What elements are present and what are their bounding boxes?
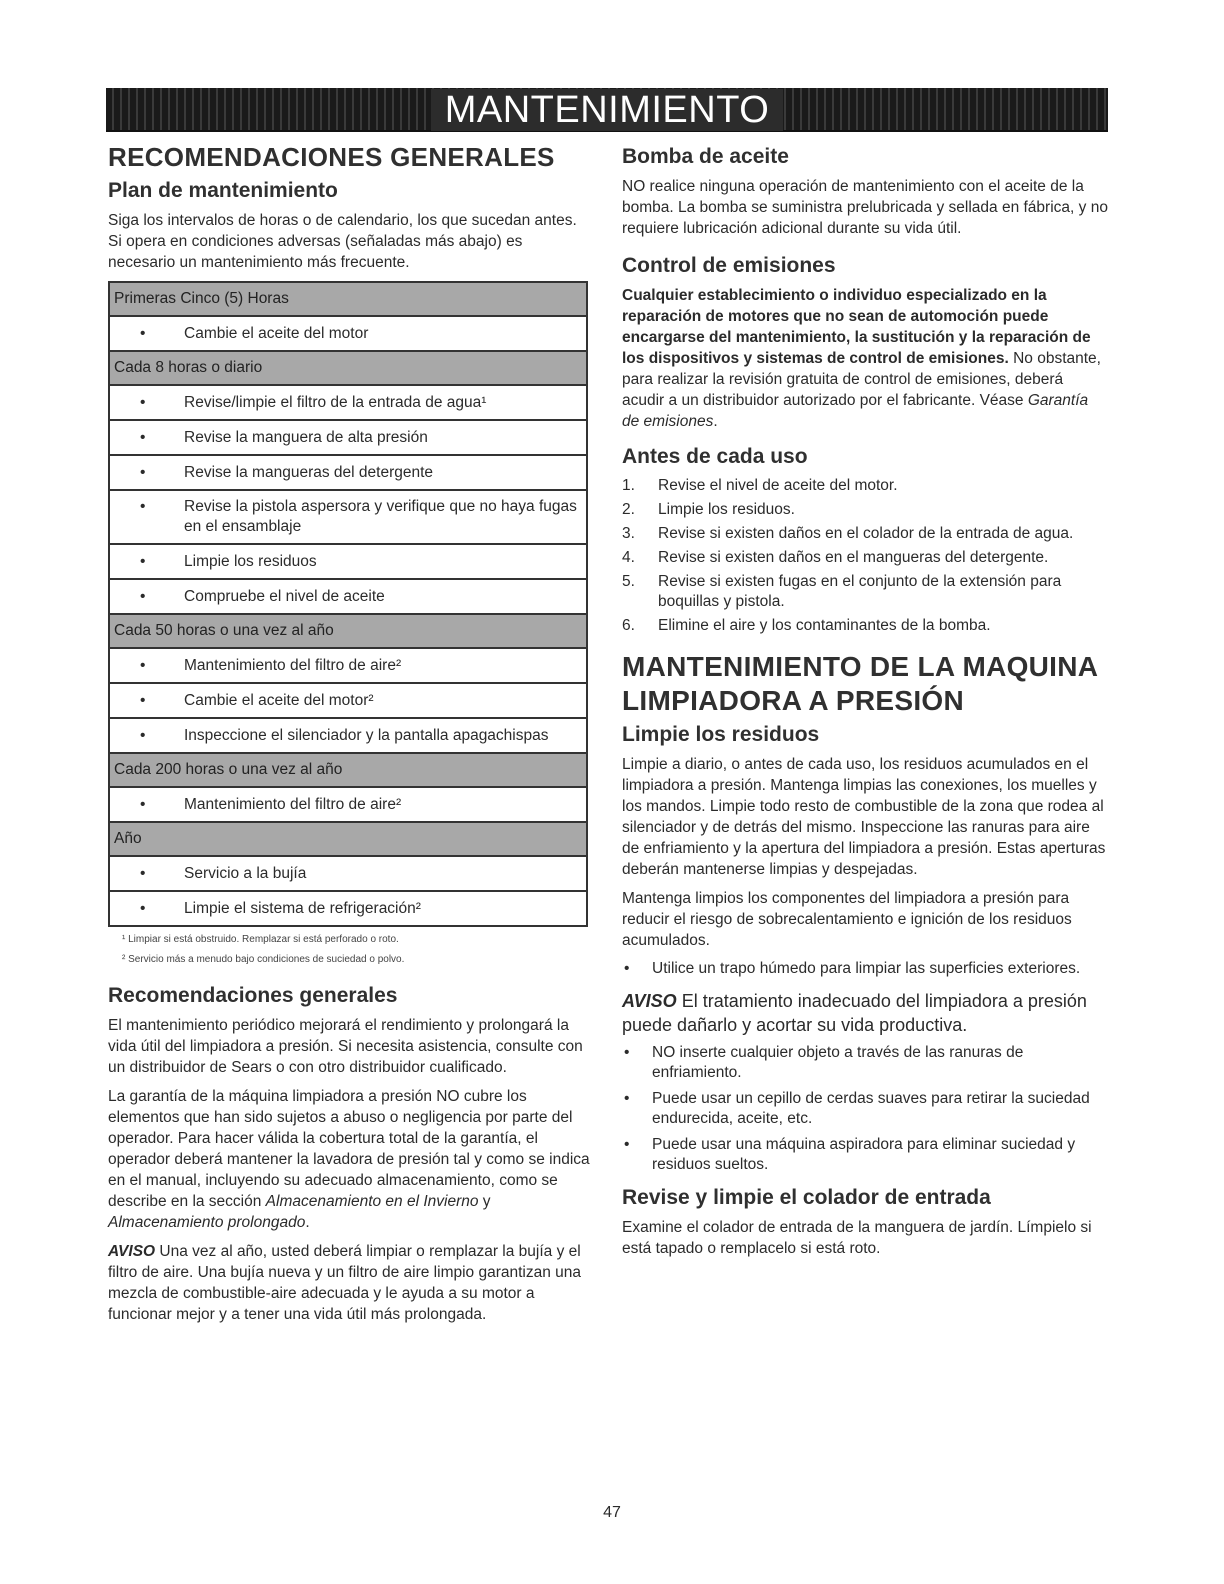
plan-text: Siga los intervalos de horas o de calendario, los que sucedan antes. Si opera en condiciones adversas (señaladas más abajo) es necesario un mantenimiento más frecuente. <box>108 212 577 271</box>
notice-label: AVISO <box>622 991 677 1011</box>
recs-notice: AVISO Una vez al año, usted deberá limpiar o remplazar la bujía y el filtro de aire. Una bujía nueva y un filtro de aire limpio garantizan una mezcla de combustible-aire adecuada y le ayuda a su motor a funcionar mejor y a tener una vida útil más prolongada. <box>108 1243 582 1323</box>
before-use-steps <box>622 476 1108 636</box>
table-row: • Revise la manguera de alta presión <box>109 420 587 455</box>
table-row: • Revise/limpie el filtro de la entrada de agua¹ <box>109 385 587 420</box>
machine-maintenance-heading: MANTENIMIENTO DE LA MAQUINA LIMPIADORA A PRESIÓN <box>622 651 1098 716</box>
right-column <box>622 140 1108 1267</box>
before-use-title: Antes de cada uso <box>622 445 808 468</box>
emissions-text: Cualquier establecimiento o individuo especializado en la reparación de motores que no sean de automoción puede encargarse del mantenimiento, la sustitución y la reparación de los dispositivos y sistemas de control de emisiones. No obstante, para realizar la revisión gratuita de control de emisiones, deberá acudir a un distribuidor autorizado por el fabricante. Véase Garantía de emisiones. <box>622 287 1101 430</box>
table-row: • Servicio a la bujía <box>109 856 587 891</box>
general-recommendations-heading: RECOMENDACIONES GENERALES <box>108 142 555 172</box>
clean-bullets-2 <box>622 1043 1108 1175</box>
list-item: 2. Limpie los residuos. <box>622 501 795 518</box>
emissions-title: Control de emisiones <box>622 254 836 277</box>
list-item: 5. Revise si existen fugas en el conjunto de la extensión para boquillas y pistola. <box>622 573 1062 610</box>
schedule-section-header: Primeras Cinco (5) Horas <box>109 282 587 316</box>
table-row: • Cambie el aceite del motor² <box>109 683 587 718</box>
table-row: • Revise la mangueras del detergente <box>109 455 587 490</box>
emissions-warranty-ref: Garantía de emisiones <box>622 392 1089 430</box>
footnote-2: ² Servicio más a menudo bajo condiciones de suciedad o polvo. <box>122 954 405 965</box>
table-row: • Mantenimiento del filtro de aire² <box>109 648 587 683</box>
pump-title: Bomba de aceite <box>622 145 789 168</box>
list-item: • Puede usar una máquina aspiradora para eliminar suciedad y residuos sueltos. <box>624 1136 1076 1173</box>
clean-paragraph-2: Mantenga limpios los componentes del limpiadora a presión para reducir el riesgo de sobrecalentamiento e ignición de los residuos acumulados. <box>622 890 1072 949</box>
table-row: • Inspeccione el silenciador y la pantalla apagachispas <box>109 718 587 753</box>
list-item: 1. Revise el nivel de aceite del motor. <box>622 477 898 494</box>
list-item: 4. Revise si existen daños en el mangueras del detergente. <box>622 549 1049 566</box>
table-row: • Limpie el sistema de refrigeración² <box>109 891 587 926</box>
notice-label: AVISO <box>108 1243 156 1260</box>
list-item: • NO inserte cualquier objeto a través de las ranuras de enfriamiento. <box>624 1044 1024 1081</box>
schedule-section-header: Año <box>109 822 587 856</box>
recs-title: Recomendaciones generales <box>108 984 398 1007</box>
clean-bullets-1 <box>622 959 1108 979</box>
page-number: 47 <box>603 1504 621 1521</box>
maintenance-schedule-table <box>108 281 588 927</box>
table-row: • Cambie el aceite del motor <box>109 316 587 351</box>
list-item: 3. Revise si existen daños en el colador de la entrada de agua. <box>622 525 1074 542</box>
table-row: • Limpie los residuos <box>109 544 587 579</box>
winter-storage-ref: Almacenamiento en el Invierno <box>265 1193 479 1210</box>
table-row: • Revise la pistola aspersora y verifique que no haya fugas en el ensamblaje <box>109 490 587 544</box>
left-column <box>108 140 590 1333</box>
table-row: • Compruebe el nivel de aceite <box>109 579 587 614</box>
schedule-section-header: Cada 8 horas o diario <box>109 351 587 385</box>
recs-paragraph-2: La garantía de la máquina limpiadora a presión NO cubre los elementos que han sido sujetos a abuso o negligencia por parte del operador. Para hacer válida la cobertura total de la garantía, el operador deberá mantener la lavadora de presión tal y como se indica en el manual, incluyendo su adecuado almacenamiento, como se describe en la sección Almacenamiento en el Invierno y Almacenamiento prolongado. <box>108 1088 590 1231</box>
list-item: 6. Elimine el aire y los contaminantes de la bomba. <box>622 617 991 634</box>
recs-paragraph-1: El mantenimiento periódico mejorará el rendimiento y prolongará la vida útil del limpiadora a presión. Si necesita asistencia, consulte con un distribuidor de Sears o con otro distribuidor cualificado. <box>108 1017 583 1076</box>
schedule-section-header: Cada 50 horas o una vez al año <box>109 614 587 648</box>
clean-notice: AVISO El tratamiento inadecuado del limpiadora a presión puede dañarlo y acortar su vida productiva. <box>622 991 1087 1035</box>
list-item: • Puede usar un cepillo de cerdas suaves para retirar la suciedad endurecida, aceite, etc. <box>624 1090 1090 1127</box>
table-row: • Mantenimiento del filtro de aire² <box>109 787 587 822</box>
banner-title: MANTENIMIENTO <box>431 89 784 131</box>
plan-title: Plan de mantenimiento <box>108 179 338 202</box>
clean-title: Limpie los residuos <box>622 723 820 746</box>
list-item: • Utilice un trapo húmedo para limpiar las superficies exteriores. <box>624 960 1081 977</box>
clean-paragraph-1: Limpie a diario, o antes de cada uso, los residuos acumulados en el limpiadora a presión. Mantenga limpias las conexiones, los muelles y los mandos. Limpie todo resto de combustible de la zona que rodea al silenciador y de detrás del mismo. Inspeccione las ranuras para aire de enfriamiento y la apertura del limpiadora a presión. Estas aperturas deberán mantenerse limpias y despejadas. <box>622 756 1106 878</box>
schedule-section-header: Cada 200 horas o una vez al año <box>109 753 587 787</box>
section-banner <box>106 88 1108 132</box>
strainer-text: Examine el colador de entrada de la manguera de jardín. Límpielo si está tapado o remplacelo si está roto. <box>622 1219 1092 1257</box>
long-storage-ref: Almacenamiento prolongado <box>108 1214 306 1231</box>
footnote-1: ¹ Limpiar si está obstruido. Remplazar si está perforado o roto. <box>122 934 399 945</box>
pump-text: NO realice ninguna operación de mantenimiento con el aceite de la bomba. La bomba se suministra prelubricada y sellada en fábrica, y no requiere lubricación adicional durante su vida útil. <box>622 178 1108 237</box>
strainer-title: Revise y limpie el colador de entrada <box>622 1186 991 1209</box>
